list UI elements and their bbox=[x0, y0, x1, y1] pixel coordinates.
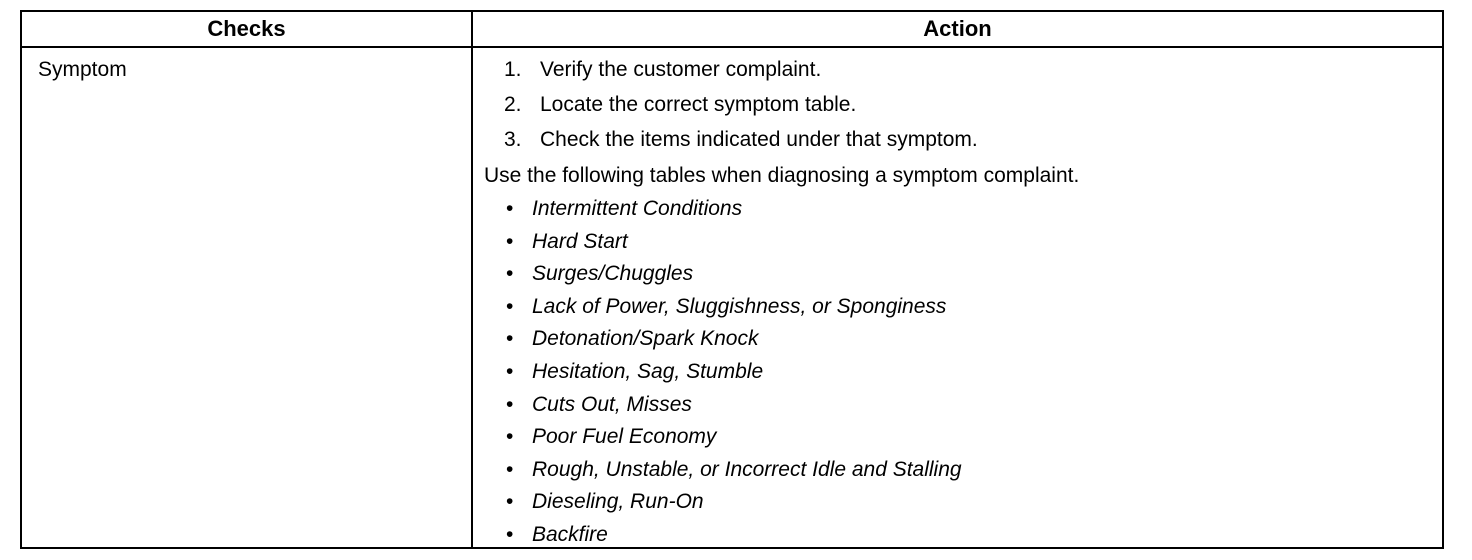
header-checks: Checks bbox=[207, 16, 286, 41]
symptom-item bbox=[484, 194, 1424, 227]
symptom-item bbox=[484, 520, 1424, 553]
step-item bbox=[484, 56, 1424, 91]
bullet-icon: • bbox=[506, 457, 514, 481]
step-text: Locate the correct symptom table. bbox=[540, 93, 857, 116]
symptom-link-text: Hesitation, Sag, Stumble bbox=[532, 359, 764, 383]
symptom-link-text: Surges/Chuggles bbox=[532, 262, 694, 286]
symptom-item bbox=[484, 357, 1424, 390]
bullet-icon: • bbox=[506, 294, 514, 318]
bullet-icon: • bbox=[506, 262, 514, 286]
symptom-item bbox=[484, 390, 1424, 423]
step-number: 3. bbox=[504, 128, 522, 151]
symptom-link-text: Poor Fuel Economy bbox=[532, 425, 717, 449]
symptom-link-text: Rough, Unstable, or Incorrect Idle and Stalling bbox=[532, 457, 962, 481]
bullet-icon: • bbox=[506, 197, 514, 220]
bullet-icon: • bbox=[506, 229, 514, 253]
bullet-icon: • bbox=[506, 490, 514, 514]
symptom-item bbox=[484, 227, 1424, 260]
bullet-icon: • bbox=[506, 392, 514, 416]
bullet-icon: • bbox=[506, 425, 514, 449]
symptom-item bbox=[484, 259, 1424, 292]
check-cell: Symptom bbox=[38, 58, 127, 81]
symptom-link-text: Cuts Out, Misses bbox=[532, 392, 692, 416]
symptom-item bbox=[484, 292, 1424, 325]
symptom-link-text: Dieseling, Run-On bbox=[532, 490, 704, 514]
symptom-item bbox=[484, 487, 1424, 520]
step-text: Check the items indicated under that symptom. bbox=[540, 128, 978, 151]
symptom-item bbox=[484, 422, 1424, 455]
step-number: 2. bbox=[504, 93, 522, 116]
bullet-icon: • bbox=[506, 359, 514, 383]
step-item bbox=[484, 126, 1424, 161]
bullet-icon: • bbox=[506, 327, 514, 351]
symptom-item bbox=[484, 455, 1424, 488]
symptom-link-text: Lack of Power, Sluggishness, or Sponginess bbox=[532, 294, 947, 318]
column-divider bbox=[471, 12, 473, 547]
symptom-link-text: Detonation/Spark Knock bbox=[532, 327, 759, 351]
steps-list bbox=[484, 56, 1424, 161]
symptom-item bbox=[484, 324, 1424, 357]
symptom-link-text: Intermittent Conditions bbox=[532, 197, 743, 220]
step-number: 1. bbox=[504, 58, 522, 81]
header-action: Action bbox=[923, 16, 992, 41]
step-text: Verify the customer complaint. bbox=[540, 58, 822, 81]
action-cell bbox=[484, 56, 1424, 553]
bullet-icon: • bbox=[506, 522, 514, 546]
symptom-link-text: Hard Start bbox=[532, 229, 628, 253]
intro-text: Use the following tables when diagnosing a symptom complaint. bbox=[484, 164, 1080, 187]
symptom-link-text: Backfire bbox=[532, 522, 608, 546]
symptom-table bbox=[20, 10, 1444, 549]
symptom-list bbox=[484, 194, 1424, 553]
step-item bbox=[484, 91, 1424, 126]
table-header-row bbox=[22, 12, 1442, 48]
